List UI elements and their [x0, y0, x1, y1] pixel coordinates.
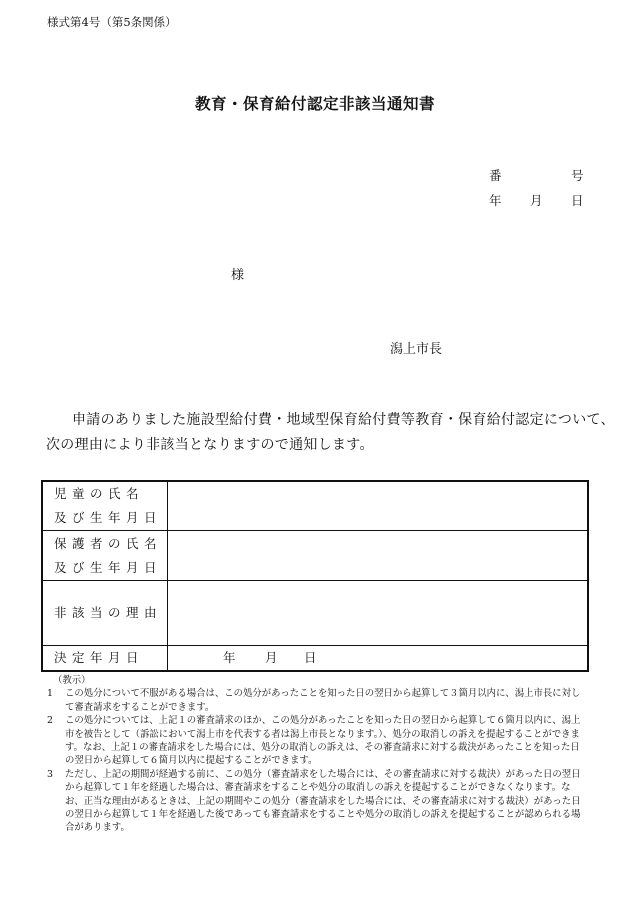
reason-value-cell: [168, 581, 589, 646]
note-item: [47, 768, 587, 835]
child-value-cell: [168, 481, 589, 531]
addressee-suffix: 様: [231, 268, 245, 283]
decision-date-value-cell: [168, 646, 589, 672]
note-text: ただし、上記の期間が経過する前に、この処分（審査請求をした場合には、その審査請求に対する裁決）があった日の翌日から起算して１年を経過した場合は、審査請求をすることや処分の取消しの訴えを提起することができなくなります。なお、正当な理由があるときは、上記の期間やこの処分（審査請求をした場合には、その審査請求に対する裁決）があった日の翌日から起算して１年を経過した後であっても審査請求をすることや処分の取消しの訴えを提起することが認められる場合があります。: [65, 768, 581, 834]
date-label-day: 日: [571, 193, 584, 208]
table-row-decision-date: [42, 646, 588, 672]
guardian-value-cell: [168, 531, 589, 581]
reason-label-cell: 非該当の理由: [42, 581, 168, 646]
decision-month-label: 月: [265, 650, 278, 665]
guardian-label-line-1: 保護者の氏名: [54, 535, 163, 551]
child-label-line-2: 及び生年月日: [54, 510, 163, 525]
body-text-line-2: 次の理由により非該当となりますので通知します。: [46, 437, 374, 453]
body-text-line-1: 申請のありました施設型給付費・地域型保育給付費等教育・保育給付認定について、: [72, 412, 615, 428]
note-text: この処分について不服がある場合は、この処分があったことを知った日の翌日から起算して３箇月以内に、潟上市長に対して審査請求をすることができます。: [65, 688, 581, 713]
form-number: 様式第4号（第5条関係）: [47, 15, 177, 29]
note-number: 3: [47, 768, 53, 780]
decision-date-label-cell: 決定年月日: [42, 646, 168, 672]
date-label-month: 月: [530, 193, 543, 208]
issuer-name: 潟上市長: [390, 342, 443, 357]
note-number: 2: [47, 715, 53, 727]
child-label-line-1: 児童の氏名: [54, 486, 145, 501]
document-title: 教育・保育給付認定非該当通知書: [194, 94, 435, 113]
notes-heading: （教示）: [53, 675, 91, 686]
decision-day-label: 日: [304, 650, 317, 665]
note-text: この処分については、上記１の審査請求のほか、この処分があったことを知った日の翌日から起算して６箇月以内に、潟上市を被告として（訴訟において潟上市を代表する者は潟上市長となります。）、処分の取消しの訴えを提起することができます。なお、上記１の審査請求をした場合には、処分の取消しの訴えは、その審査請求に対する裁決があったことを知った日の翌日から起算して６箇月以内に提起することができます。: [65, 715, 581, 767]
child-label-cell: [42, 481, 168, 531]
decision-year-label: 年: [223, 650, 236, 665]
number-label-ban: 番: [489, 168, 502, 183]
table-row-child: [42, 481, 588, 531]
number-label-go: 号: [571, 168, 584, 183]
note-item: [47, 714, 587, 768]
guardian-label-cell: [42, 531, 168, 581]
date-label-year: 年: [489, 193, 502, 208]
instructions-notes: [47, 674, 587, 835]
note-number: 1: [47, 688, 53, 700]
note-item: [47, 687, 587, 714]
notification-table: [41, 480, 589, 672]
guardian-label-line-2: 及び生年月日: [54, 559, 163, 575]
table-row-reason: [42, 581, 588, 646]
table-row-guardian: [42, 531, 588, 581]
